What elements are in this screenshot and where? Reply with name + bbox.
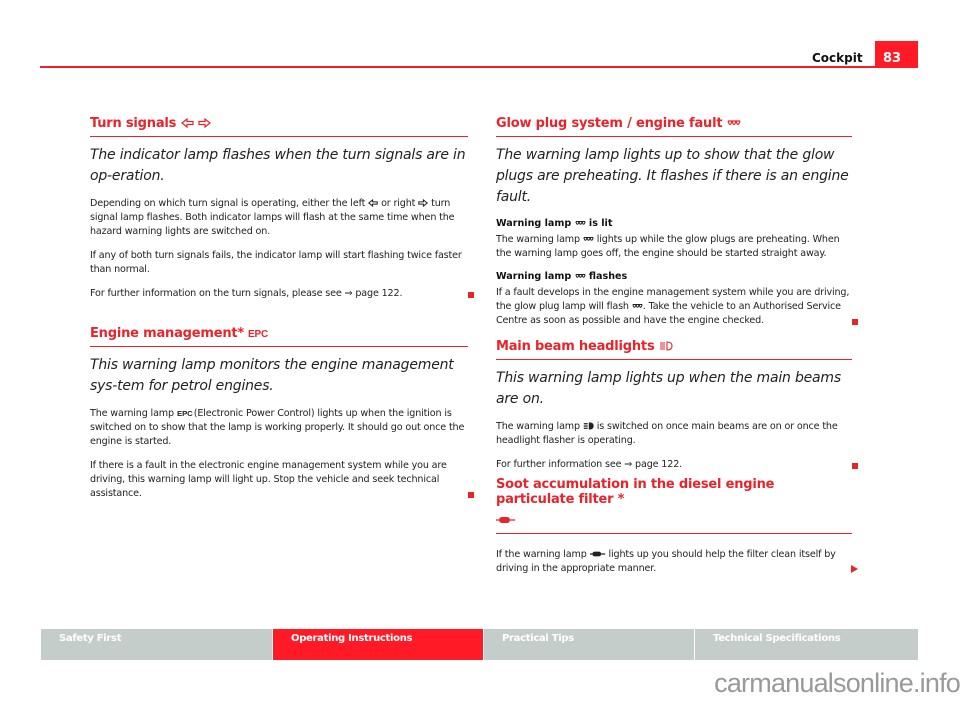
left-column xyxy=(90,116,468,301)
section-end-marker xyxy=(468,492,474,498)
text: flashes xyxy=(588,271,628,282)
lead-text: This warning lamp monitors the engine management sys-tem for petrol engines. xyxy=(90,357,454,394)
text: lights up you should help the filter clean itself by driving in the appropriate manner. xyxy=(496,549,836,574)
text: turn signal lamp flashes. Both indicator lamps will flash at the same time when the hazard warning lights are switched on. xyxy=(90,198,455,237)
paragraph xyxy=(496,286,852,328)
epc-icon xyxy=(248,327,269,340)
turn-left-icon xyxy=(368,199,378,207)
tab-technical-specifications[interactable]: Technical Specifications xyxy=(695,629,918,660)
turn-right-icon xyxy=(418,199,428,207)
svg-text:EPC: EPC xyxy=(248,329,269,340)
glow-plug-icon xyxy=(575,273,586,280)
subheading xyxy=(496,218,852,229)
page-number: 83 xyxy=(875,41,918,68)
turn-right-icon xyxy=(198,118,211,128)
main-beam-icon xyxy=(583,422,594,430)
page-link[interactable]: For further information on the turn signals, please see ⇒ page 122. xyxy=(90,288,403,299)
page-link[interactable]: For further information see ⇒ page 122. xyxy=(496,459,683,470)
paragraph xyxy=(496,458,852,472)
lead-text: The warning lamp lights up to show that the glow plugs are preheating. It flashes if there is an engine fault. xyxy=(496,147,849,205)
heading-text: Soot accumulation in the diesel engine particulate filter * xyxy=(496,477,775,507)
text: The warning lamp xyxy=(496,421,580,432)
tab-safety-first[interactable]: Safety First xyxy=(41,629,272,660)
section-end-marker xyxy=(468,292,474,298)
paragraph xyxy=(90,197,468,239)
text: If a fault develops in the engine management system while you are driving, the glow plug lamp will flash xyxy=(496,287,850,312)
section-main-beam-heading xyxy=(496,339,852,360)
section-end-marker xyxy=(852,463,858,469)
text: If there is a fault in the electronic engine management system while you are driving, this warning lamp will light up. Stop the vehicle and seek technical assistance. xyxy=(90,460,447,499)
lead-text: This warning lamp lights up when the main beams are on. xyxy=(496,370,841,407)
epc-icon xyxy=(177,408,191,417)
heading-text: Main beam headlights xyxy=(496,339,655,354)
paragraph xyxy=(90,459,468,501)
text: (Electronic Power Control) lights up when the ignition is switched on to show that the lamp is working properly. It should go out once the engine is started. xyxy=(90,408,465,447)
heading-text: Engine management* xyxy=(90,326,244,341)
lead-text: The indicator lamp flashes when the turn signals are in op-eration. xyxy=(90,147,466,184)
watermark: carmanualsonline.info xyxy=(714,668,960,698)
left-column-2 xyxy=(90,326,468,501)
paragraph xyxy=(90,407,468,449)
turn-left-icon xyxy=(181,118,194,128)
glow-plug-icon xyxy=(583,236,594,243)
particulate-filter-icon xyxy=(496,515,516,525)
chapter-title: Cockpit xyxy=(812,51,863,65)
heading-text: Turn signals xyxy=(90,116,177,131)
text: Warning lamp xyxy=(496,218,572,229)
paragraph xyxy=(496,420,852,448)
footer-nav xyxy=(41,629,918,660)
right-column-3 xyxy=(496,477,852,576)
glow-plug-icon xyxy=(727,119,741,128)
subheading xyxy=(496,271,852,282)
glow-plug-icon xyxy=(575,220,586,227)
section-glow-plug-heading xyxy=(496,116,852,137)
text: The warning lamp xyxy=(90,408,174,419)
svg-text:EPC: EPC xyxy=(176,409,193,418)
section-engine-management-heading xyxy=(90,326,468,347)
tab-operating-instructions[interactable]: Operating Instructions xyxy=(273,629,483,660)
header-rule xyxy=(40,66,876,68)
paragraph xyxy=(496,233,852,261)
text: Depending on which turn signal is operating, either the left xyxy=(90,198,366,209)
paragraph xyxy=(496,548,852,576)
text: is switched on once main beams are on or once the headlight flasher is operating. xyxy=(496,421,838,446)
text: is lit xyxy=(588,218,613,229)
text: The warning lamp xyxy=(496,234,580,245)
tab-practical-tips[interactable]: Practical Tips xyxy=(484,629,694,660)
section-soot-heading xyxy=(496,477,852,534)
text: or right xyxy=(381,198,416,209)
particulate-filter-icon xyxy=(590,550,606,558)
right-column-2 xyxy=(496,339,852,472)
paragraph xyxy=(90,287,468,301)
section-end-marker xyxy=(852,319,858,325)
text: Warning lamp xyxy=(496,271,572,282)
right-column xyxy=(496,116,852,328)
main-beam-icon xyxy=(659,341,673,351)
continued-arrow-icon xyxy=(851,565,858,573)
text: lights up while the glow plugs are preheating. When the warning lamp goes off, the engine should be started straight away. xyxy=(496,234,840,259)
section-turn-signals-heading xyxy=(90,116,468,137)
heading-text: Glow plug system / engine fault xyxy=(496,116,723,131)
text: . Take the vehicle to an Authorised Service Centre as soon as possible and have the engine checked. xyxy=(496,301,841,326)
paragraph: If any of both turn signals fails, the indicator lamp will start flashing twice faster than normal. xyxy=(90,250,462,275)
glow-plug-icon xyxy=(632,303,643,310)
text: If the warning lamp xyxy=(496,549,587,560)
